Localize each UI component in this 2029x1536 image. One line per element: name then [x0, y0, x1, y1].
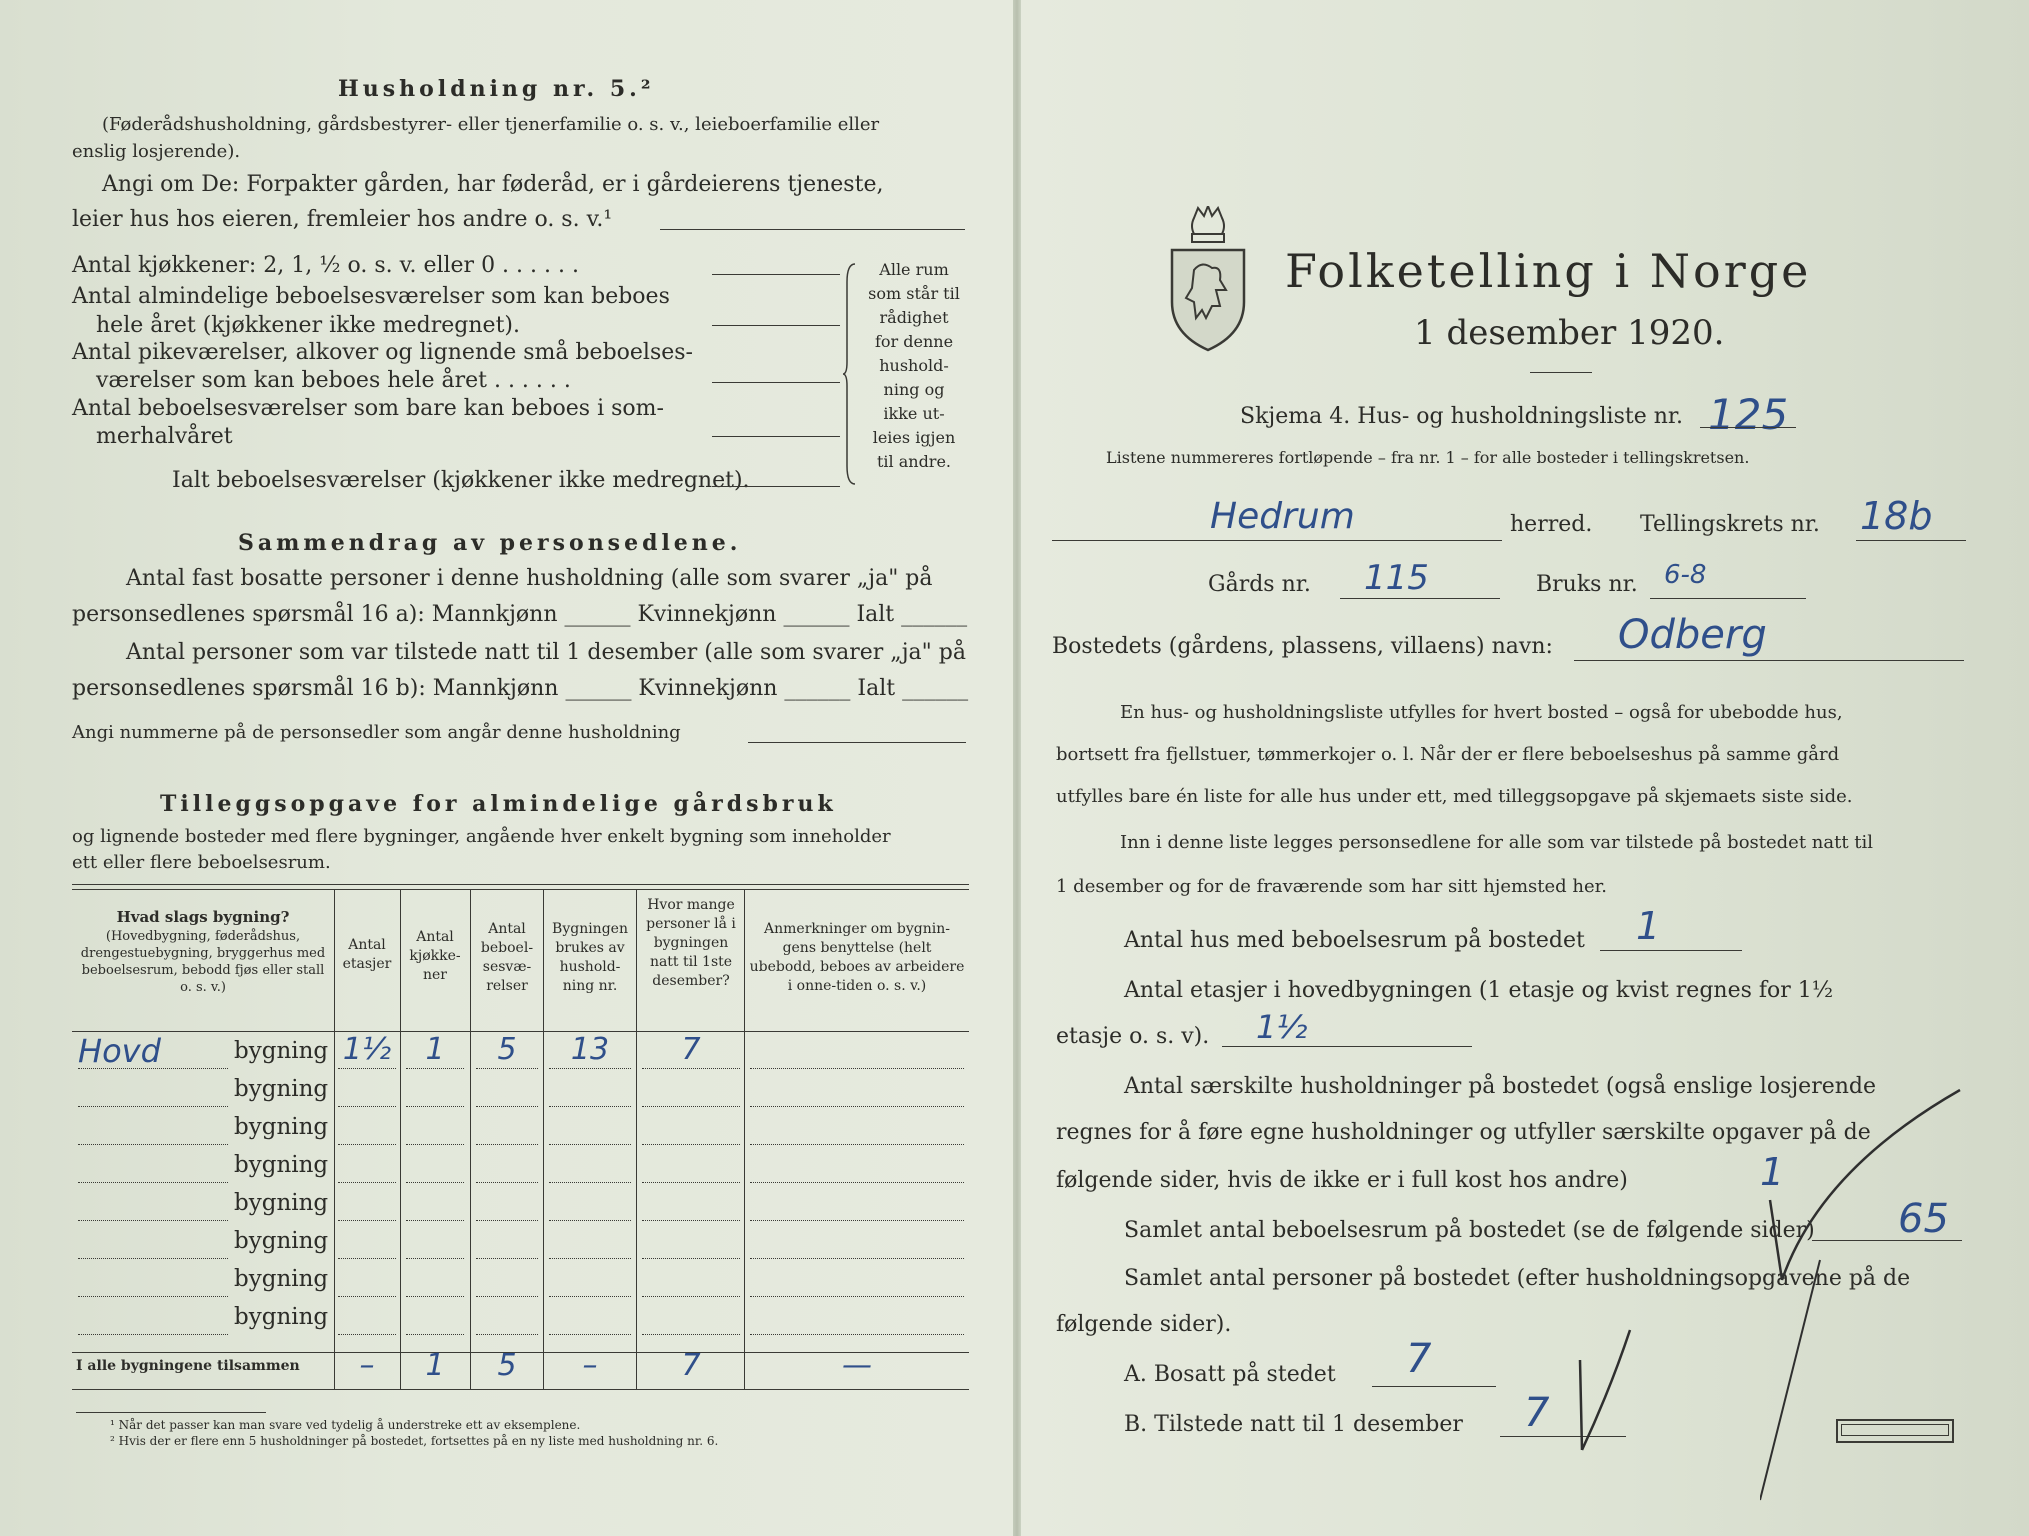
total-anm: — [842, 1348, 872, 1383]
info-line-2: bortsett fra fjellstuer, tømmerkojer o. l. Når der er flere beboelseshus på samme gård [1056, 744, 1840, 765]
bosatt-value: 7 [1406, 1336, 1432, 1382]
cell-nr: 13 [570, 1032, 610, 1067]
rooms-line-1: Antal kjøkkener: 2, 1, ½ o. s. v. eller 0 . . . . . . [72, 253, 579, 278]
building-label: bygning [234, 1076, 329, 1102]
footnote-1: ¹ Når det passer kan man svare ved tydelig å understreke ett av eksemplene. [110, 1418, 581, 1432]
tellingskrets-label: Tellingskrets nr. [1640, 512, 1820, 537]
total-personer: 7 [681, 1348, 701, 1383]
sammendrag-line-4: personsedlenes spørsmål 16 b): Mannkjønn ______ Kvinnekjønn ______ Ialt ______ [72, 676, 969, 701]
sammendrag-title: Sammendrag av personsedlene. [238, 530, 742, 556]
tilstede-label: B. Tilstede natt til 1 desember [1124, 1412, 1463, 1437]
total-etasjer: – [359, 1348, 375, 1383]
skjema-label: Skjema 4. Hus- og husholdningsliste nr. [1240, 404, 1683, 429]
herred-value: Hedrum [1210, 496, 1355, 537]
page-fold [1013, 0, 1021, 1536]
brace-note: Alle rum som står til rådighet for denne hushold- ning og ikke ut- leies igjen til andre. [868, 260, 960, 471]
gards-value: 115 [1364, 558, 1429, 598]
cell-kjokken: 1 [425, 1032, 445, 1067]
building-label: bygning [234, 1304, 329, 1330]
total-nr: – [582, 1348, 598, 1383]
brace-icon [843, 262, 857, 486]
document-date: 1 desember 1920. [1414, 313, 1725, 353]
bosatt-label: A. Bosatt på stedet [1124, 1362, 1336, 1387]
q-hush-value: 1 [1760, 1150, 1785, 1194]
q-pers-line-1: Samlet antal personer på bostedet (efter husholdningsopgavene på de [1124, 1266, 1911, 1291]
cell-vaerelser: 5 [497, 1032, 517, 1067]
table-header-personer: Hvor mange personer lå i bygningen natt til 1ste desember? [646, 897, 736, 989]
q-hush-line-3: følgende sider, hvis de ikke er i full kost hos andre) [1056, 1168, 1628, 1193]
tillegg-title: Tilleggsopgave for almindelige gårdsbruk [160, 791, 837, 817]
rooms-line-8: Ialt beboelsesværelser (kjøkkener ikke medregnet). [172, 468, 750, 493]
printer-stamp [1836, 1419, 1954, 1443]
bruks-value: 6-8 [1664, 560, 1707, 590]
angi-line-2: leier hus hos eieren, fremleier hos andre o. s. v.¹ [72, 207, 613, 232]
q-hus-label: Antal hus med beboelsesrum på bostedet [1124, 928, 1585, 953]
q-etasjer-line-1: Antal etasjer i hovedbygningen (1 etasje og kvist regnes for 1½ [1124, 978, 1834, 1003]
info-line-5: 1 desember og for de fraværende som har sitt hjemsted her. [1056, 876, 1607, 897]
rooms-line-6: Antal beboelsesværelser som bare kan beboes i som- [72, 396, 664, 421]
q-hush-line-1: Antal særskilte husholdninger på bostedet (også enslige losjerende [1124, 1074, 1877, 1099]
rooms-line-3: hele året (kjøkkener ikke medregnet). [96, 313, 520, 338]
rooms-line-5: værelser som kan beboes hele året . . . . . . [96, 368, 571, 393]
table-header-type-note: (Hovedbygning, føderådshus, drengestuebygning, bryggerhus med beboelsesrum, bebodd fjøs eller stall o. s. v.) [80, 929, 326, 995]
tick-icon [1560, 1320, 1640, 1460]
sammendrag-line-3: Antal personer som var tilstede natt til 1 desember (alle som svarer „ja" på [126, 640, 966, 665]
total-label: I alle bygningene tilsammen [76, 1358, 300, 1374]
rooms-line-7: merhalvåret [96, 424, 233, 449]
info-line-1: En hus- og husholdningsliste utfylles for hvert bosted – også for ubebodde hus, [1120, 702, 1843, 723]
tillegg-line-1: og lignende bosteder med flere bygninger, angående hver enkelt bygning som inneholder [72, 826, 891, 847]
herred-label: herred. [1510, 512, 1593, 537]
q-pers-line-2: følgende sider). [1056, 1312, 1232, 1337]
table-header-kjokkener: Antal kjøkke-ner [409, 929, 461, 983]
bosted-value: Odberg [1618, 612, 1767, 658]
bosted-label: Bostedets (gårdens, plassens, villaens) navn: [1052, 634, 1553, 659]
q-etasjer-line-2: etasje o. s. v). [1056, 1024, 1210, 1049]
intro-line-2: enslig losjerende). [72, 141, 241, 162]
check-mark-icon [1760, 1080, 1980, 1520]
q-hush-line-2: regnes for å føre egne husholdninger og utfyller særskilte opgaver på de [1056, 1120, 1871, 1145]
building-label: bygning [234, 1266, 329, 1292]
table-header-etasjer: Antal etasjer [342, 937, 392, 972]
angi-line-1: Angi om De: Forpakter gården, har føderåd, er i gårdeierens tjeneste, [102, 172, 884, 197]
cell-etasjer: 1½ [342, 1032, 392, 1067]
tilstede-value: 7 [1524, 1390, 1550, 1436]
q-etasjer-value: 1½ [1256, 1008, 1308, 1046]
total-kjokken: 1 [425, 1348, 445, 1383]
coat-of-arms-icon [1166, 206, 1250, 352]
rooms-line-4: Antal pikeværelser, alkover og lignende små beboelses- [72, 340, 693, 365]
building-label: bygning [234, 1038, 329, 1064]
household-title: Husholdning nr. 5.² [338, 76, 655, 102]
rooms-line-2: Antal almindelige beboelsesværelser som kan beboes [72, 284, 670, 309]
building-label: bygning [234, 1228, 329, 1254]
listene-note: Listene nummereres fortløpende – fra nr. 1 – for alle bosteder i tellingskretsen. [1106, 448, 1750, 467]
sammendrag-line-5: Angi nummerne på de personsedler som angår denne husholdning [72, 722, 681, 743]
intro-line-1: (Føderådshusholdning, gårdsbestyrer- eller tjenerfamilie o. s. v., leieboerfamilie eller [102, 114, 880, 135]
footnote-2: ² Hvis der er flere enn 5 husholdninger på bostedet, fortsettes på en ny liste med husholdning nr. 6. [110, 1434, 719, 1448]
bruks-label: Bruks nr. [1536, 572, 1638, 597]
building-label: bygning [234, 1190, 329, 1216]
info-line-4: Inn i denne liste legges personsedlene for alle som var tilstede på bostedet natt til [1120, 832, 1874, 853]
q-rum-value: 65 [1898, 1196, 1949, 1242]
gards-label: Gårds nr. [1208, 572, 1311, 597]
building-label: bygning [234, 1152, 329, 1178]
info-line-3: utfylles bare én liste for alle hus under ett, med tilleggsopgave på skjemaets siste side. [1056, 786, 1853, 807]
table-header-husholdning: Bygningen brukes av hushold-ning nr. [552, 921, 628, 994]
tellingskrets-value: 18b [1860, 494, 1933, 538]
sammendrag-line-2: personsedlenes spørsmål 16 a): Mannkjønn ______ Kvinnekjønn ______ Ialt ______ [72, 602, 968, 627]
table-header-anmerkninger: Anmerkninger om bygnin-gens benyttelse (helt ubebodd, beboes av arbeidere i onne-tiden o. s. v.) [749, 921, 965, 994]
q-rum-label: Samlet antal beboelsesrum på bostedet (se de følgende sider) [1124, 1218, 1815, 1243]
document-title: Folketelling i Norge [1285, 244, 1812, 298]
building-label: bygning [234, 1114, 329, 1140]
total-vaerelser: 5 [497, 1348, 517, 1383]
cell-personer: 7 [681, 1032, 701, 1067]
sammendrag-line-1: Antal fast bosatte personer i denne husholdning (alle som svarer „ja" på [126, 566, 933, 591]
table-header-vaerelser: Antal beboel-sesvæ-relser [480, 921, 534, 994]
tillegg-line-2: ett eller flere beboelsesrum. [72, 852, 331, 873]
table-header-type: Hvad slags bygning? [116, 908, 290, 926]
building-name: Hovd [78, 1032, 161, 1070]
q-hus-value: 1 [1636, 904, 1661, 948]
skjema-number: 125 [1708, 390, 1789, 439]
